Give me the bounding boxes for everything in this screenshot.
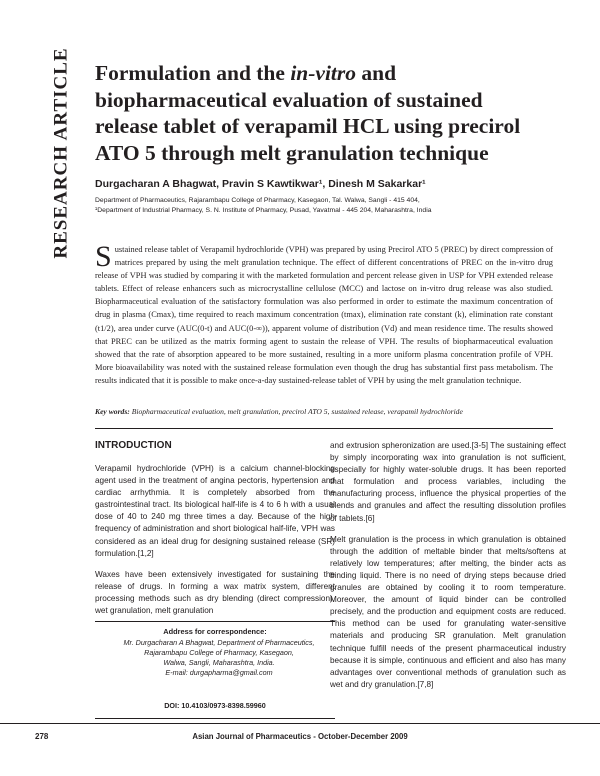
abstract-text: ustained release tablet of Verapamil hydrochloride (VPH) was prepared by using Precirol ATO 5 (PREC) by direct compression of matrices prepared by using the melt granulation technique. The effect of different concentrations of PREC on the in-vitro drug release of VPH was studied by comparing it with the marketed formulation and percent release given in USP for VPH extended release tablets. Effect of release enhancers such as microcrystalline cellulose (MCC) and lactose on in-vitro drug release was also studied. Biopharmaceutical evaluation of the satisfactory formulation was also performed in order to estimate the maximum concentration of drug in plasma (Cmax), time required to reach maximum concentration (tmax), elimination rate constant (k), elimination rate constant (t1/2), area under curve (AUC(0-t) and AUC(0-∞)), apparent volume of distribution (Vd) and mean residence time. The results showed that PREC can be utilized as the matrix forming agent to sustain the release of VPH. The results of biopharmaceutical evaluation showed that the rate of absorption appeared to be more sustained, resulting in a more uniform plasma concentration profile of VPH. More bioavailability was noted with the sustained release formulation even though the drug has substantial first pass metabolism. The results indicated that it is possible to make once-a-day sustained-release tablet of VPH by using the melt granulation technique.: [95, 245, 553, 385]
correspondence-email[interactable]: E-mail: durgapharma@gmail.com: [165, 668, 273, 677]
abstract: [95, 240, 553, 387]
intro-left-paragraph-2: Waxes have been extensively investigated for sustaining the release of drugs. In forming a wax matrix system, different processing methods such as dry blending (direct compression), wet granulation, melt granulation: [95, 569, 335, 616]
intro-right-paragraph-1: and extrusion spheronization are used.[3-5] The sustaining effect by simply incorporating wax into granulation is not sufficient, especially for highly water-soluble drugs. It has been reported that formulation and process variables, including the manufacturing process, influence the physical properties of the blends and granules and affect the resulting dissolution profiles of tablets.[6]: [330, 441, 566, 523]
page-number: 278: [35, 732, 49, 741]
doi[interactable]: DOI: 10.4103/0973-8398.59960: [164, 701, 266, 710]
affiliation-1: Department of Pharmaceutics, Rajarambapu College of Pharmacy, Kasegaon, Tal. Walwa, Sangli - 415 404,: [95, 197, 420, 204]
title-italic: in-vitro: [290, 61, 357, 85]
intro-left-paragraph-1: Verapamil hydrochloride (VPH) is a calcium channel-blocking agent used in the treatment of angina pectoris, hypertension and cardiac arrhythmia. It is completely absorbed from the gastrointestinal tract. Its biological half-life is 4 to 6 h with a usual dose of 40 to 240 mg three times a day. Because of the high frequency of administration and short biological half-life, VPH was considered as an ideal drug for designing sustained release (SR) formulation.[1,2]: [95, 464, 335, 558]
correspondence-line: Walwa, Sangli, Maharashtra, India.: [163, 658, 275, 667]
correspondence-box: [95, 621, 335, 717]
article-title: [95, 60, 545, 166]
introduction-heading: INTRODUCTION: [95, 440, 172, 451]
intro-left-column: [95, 463, 335, 626]
journal-footer: Asian Journal of Pharmaceutics - October-December 2009: [192, 732, 408, 741]
section-divider: [95, 428, 553, 429]
footer-divider: [0, 723, 600, 724]
intro-right-paragraph-2: Melt granulation is the process in which granulation is obtained through the addition of meltable binder that melts/softens at relatively low temperatures; after melting, the binder acts as binding liquid. There is no need of drying steps because dried granules are obtained by cooling it to room temperature. Moreover, the amount of liquid binder can be controlled precisely, and the production and equipment costs are reduced. This method can be used for granulating water-sensitive materials and producing SR granulation. Melt granulation technique fulfill needs of the present pharmaceutical industry because it is simple, continuous and efficient and also has many advantages over conventional methods of granulation such as wet and dry granulation.[7,8]: [330, 534, 566, 689]
correspondence-address: [109, 638, 329, 678]
section-label-text: RESEARCH ARTICLE: [51, 47, 72, 259]
keywords-text: Biopharmaceutical evaluation, melt granulation, precirol ATO 5, sustained release, verapamil hydrochloride: [131, 407, 463, 416]
correspondence-line: Rajarambapu College of Pharmacy, Kasegaon,: [144, 648, 294, 657]
intro-right-column: [330, 440, 566, 700]
correspondence-line: Mr. Durgacharan A Bhagwat, Department of Pharmaceutics,: [123, 638, 315, 647]
affiliation-2: ¹Department of Industrial Pharmacy, S. N. Institute of Pharmacy, Pusad, Yavatmal - 445 204, Maharashtra, India: [95, 207, 432, 214]
abstract-drop-cap: S: [95, 240, 112, 273]
authors: Durgacharan A Bhagwat, Pravin S Kawtikwar¹, Dinesh M Sakarkar¹: [95, 178, 426, 190]
title-part1: Formulation and the: [95, 61, 291, 85]
keywords: [95, 407, 553, 416]
keywords-label: Key words:: [95, 407, 130, 416]
correspondence-label: Address for correspondence:: [163, 627, 267, 636]
title-part2: and biopharmaceutical evaluation of sustained release tablet of verapamil HCL using precirol ATO 5 through melt granulation technique: [95, 61, 521, 165]
section-label: [51, 47, 72, 259]
